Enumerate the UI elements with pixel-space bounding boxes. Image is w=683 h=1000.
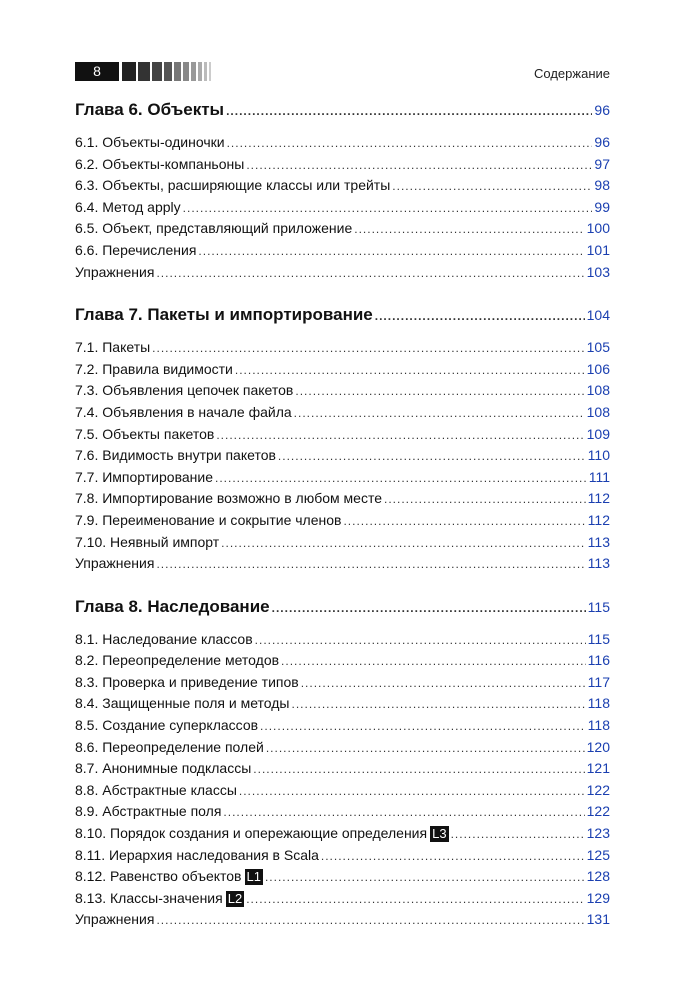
leader-dots [246, 892, 584, 906]
toc-entry[interactable] [75, 803, 610, 825]
table-of-contents [75, 100, 610, 933]
toc-entry[interactable] [75, 890, 610, 912]
page-ref: 125 [586, 846, 610, 863]
entry-title: 8.9. Абстрактные поля [75, 803, 222, 820]
page-ref: 110 [587, 447, 610, 464]
leader-dots [152, 341, 584, 355]
page-ref: 113 [587, 555, 610, 572]
toc-entry[interactable] [75, 739, 610, 761]
leader-dots [384, 492, 586, 506]
entry-title: 8.10. Порядок создания и опережающие определения [75, 825, 428, 842]
leader-dots [226, 104, 592, 118]
leader-dots [183, 201, 593, 215]
entry-title: 7.9. Переименование и сокрытие членов [75, 511, 342, 528]
leader-dots [216, 428, 584, 442]
chapter-title: Глава 7. Пакеты и импортирование [75, 305, 373, 325]
page-ref: 105 [586, 339, 610, 356]
toc-entry[interactable] [75, 134, 610, 156]
entry-title: 6.1. Объекты-одиночки [75, 134, 225, 150]
leader-dots [223, 805, 584, 819]
toc-entry[interactable] [75, 447, 610, 469]
leader-dots [221, 536, 586, 550]
toc-entry[interactable] [75, 242, 610, 264]
page-ref: 106 [586, 360, 610, 377]
leader-dots [354, 222, 584, 236]
entry-title: 8.5. Создание суперклассов [75, 717, 259, 734]
entry-title: 8.4. Защищенные поля и методы [75, 695, 290, 712]
toc-entry[interactable] [75, 652, 610, 674]
entry-title: 7.2. Правила видимости [75, 360, 233, 377]
entry-title: 7.4. Объявления в начале файла [75, 403, 292, 420]
leader-dots [292, 697, 586, 711]
leader-dots [272, 601, 586, 615]
page-ref: 104 [586, 307, 610, 324]
leader-dots [260, 719, 586, 733]
page-ref: 117 [587, 673, 610, 690]
entry-title: 7.7. Импортирование [75, 468, 213, 485]
leader-dots [239, 784, 585, 798]
entry-title: 7.6. Видимость внутри пакетов [75, 447, 276, 464]
page-ref: 122 [586, 803, 610, 820]
page-ref: 108 [586, 403, 610, 420]
toc-entry[interactable] [75, 382, 610, 404]
entry-title: 8.11. Иерархия наследования в Scala [75, 846, 319, 863]
entry-title: 7.5. Объекты пакетов [75, 425, 215, 442]
entry-title: Упражнения [75, 263, 155, 280]
entry-title: 8.7. Анонимные подклассы [75, 760, 252, 777]
leader-dots [375, 309, 585, 323]
toc-entry[interactable] [75, 490, 610, 512]
page-ref: 112 [587, 511, 610, 528]
page-ref: 96 [594, 102, 610, 118]
page-ref: 131 [586, 911, 610, 928]
chapter-title: Глава 8. Наследование [75, 596, 270, 616]
page-ref: 101 [586, 241, 610, 258]
toc-entry[interactable] [75, 674, 610, 696]
toc-entry[interactable] [75, 847, 610, 869]
entry-title: 7.3. Объявления цепочек пакетов [75, 382, 294, 399]
page-ref: 100 [586, 220, 610, 237]
leader-dots [246, 158, 592, 172]
page-ref: 115 [587, 630, 610, 647]
toc-entry[interactable] [75, 911, 610, 933]
toc-entry[interactable] [75, 156, 610, 178]
toc-entry[interactable] [75, 555, 610, 577]
toc-entry[interactable] [75, 782, 610, 804]
leader-dots [156, 557, 585, 571]
page-ref: 113 [587, 533, 610, 550]
leader-dots [156, 266, 584, 280]
leader-dots [278, 449, 586, 463]
chapter-title: Глава 6. Объекты [75, 100, 225, 119]
leader-dots [343, 514, 585, 528]
entry-title: 8.1. Наследование классов [75, 630, 253, 647]
page-ref: 118 [587, 695, 610, 712]
toc-entry[interactable] [75, 339, 610, 361]
leader-dots [392, 179, 592, 193]
entry-title: 8.12. Равенство объектов [75, 868, 242, 885]
page-ref: 111 [588, 468, 610, 485]
page-number: 8 [75, 62, 119, 81]
chapter-heading[interactable] [75, 100, 610, 126]
leader-dots [266, 741, 585, 755]
leader-dots [294, 406, 585, 420]
toc-entry[interactable] [75, 220, 610, 242]
page-ref: 97 [594, 155, 610, 172]
toc-entry[interactable] [75, 631, 610, 653]
toc-entry[interactable] [75, 695, 610, 717]
entry-title: 6.3. Объекты, расширяющие классы или трейты [75, 177, 391, 194]
toc-entry[interactable] [75, 512, 610, 534]
header-stripe-decoration [122, 62, 211, 81]
entry-title: 8.2. Переопределение методов [75, 652, 280, 669]
page-ref: 118 [587, 717, 610, 734]
page-ref: 98 [594, 177, 610, 194]
page-ref: 121 [586, 760, 610, 777]
toc-entry[interactable] [75, 717, 610, 739]
entry-title: 8.3. Проверка и приведение типов [75, 673, 299, 690]
leader-dots [451, 827, 585, 841]
toc-entry[interactable] [75, 868, 610, 890]
entry-title: 7.8. Импортирование возможно в любом месте [75, 490, 382, 507]
entry-title: 6.5. Объект, представляющий приложение [75, 220, 353, 237]
entry-title: 7.10. Неявный импорт [75, 533, 220, 550]
level-badge: L1 [246, 869, 261, 885]
page-ref: 116 [587, 652, 610, 669]
entry-title: 6.2. Объекты-компаньоны [75, 155, 245, 172]
page-ref: 123 [586, 825, 610, 842]
page-ref: 103 [586, 263, 610, 280]
toc-entry[interactable] [75, 177, 610, 199]
leader-dots [281, 654, 586, 668]
leader-dots [301, 676, 586, 690]
page-ref: 99 [594, 198, 610, 215]
toc-entry[interactable] [75, 469, 610, 491]
toc-entry[interactable] [75, 534, 610, 556]
leader-dots [253, 762, 584, 776]
level-badge: L3 [432, 826, 447, 842]
page-ref: 129 [586, 889, 610, 906]
leader-dots [215, 471, 587, 485]
toc-entry[interactable] [75, 199, 610, 221]
page-ref: 115 [587, 598, 610, 615]
running-header-section: Содержание [534, 66, 610, 81]
level-badge: L2 [227, 890, 243, 906]
leader-dots [235, 363, 585, 377]
page-ref: 108 [586, 382, 610, 399]
leader-dots [321, 849, 585, 863]
toc-entry[interactable] [75, 760, 610, 782]
page-ref: 112 [587, 490, 610, 507]
leader-dots [295, 384, 584, 398]
leader-dots [255, 633, 586, 647]
leader-dots [198, 244, 584, 258]
toc-entry[interactable] [75, 404, 610, 426]
entry-title: 8.6. Переопределение полей [75, 738, 264, 755]
entry-title: 6.6. Перечисления [75, 241, 197, 258]
entry-title: 8.8. Абстрактные классы [75, 781, 237, 798]
entry-title: Упражнения [75, 911, 155, 928]
toc-entry[interactable] [75, 361, 610, 383]
entry-title: 6.4. Метод apply [75, 198, 181, 215]
page-ref: 128 [586, 868, 610, 885]
entry-title: 7.1. Пакеты [75, 339, 151, 356]
toc-entry[interactable] [75, 264, 610, 286]
leader-dots [265, 870, 585, 884]
toc-entry[interactable] [75, 426, 610, 448]
entry-title: 8.13. Классы-значения [75, 889, 223, 906]
page-ref: 96 [594, 134, 610, 150]
leader-dots [227, 136, 593, 150]
page-header [75, 62, 610, 84]
chapter-heading[interactable] [75, 597, 610, 623]
page-ref: 109 [586, 425, 610, 442]
chapter-heading[interactable] [75, 305, 610, 331]
entry-title: Упражнения [75, 555, 155, 572]
page-ref: 120 [586, 738, 610, 755]
toc-entry[interactable] [75, 825, 610, 847]
page-ref: 122 [586, 781, 610, 798]
leader-dots [156, 913, 584, 927]
